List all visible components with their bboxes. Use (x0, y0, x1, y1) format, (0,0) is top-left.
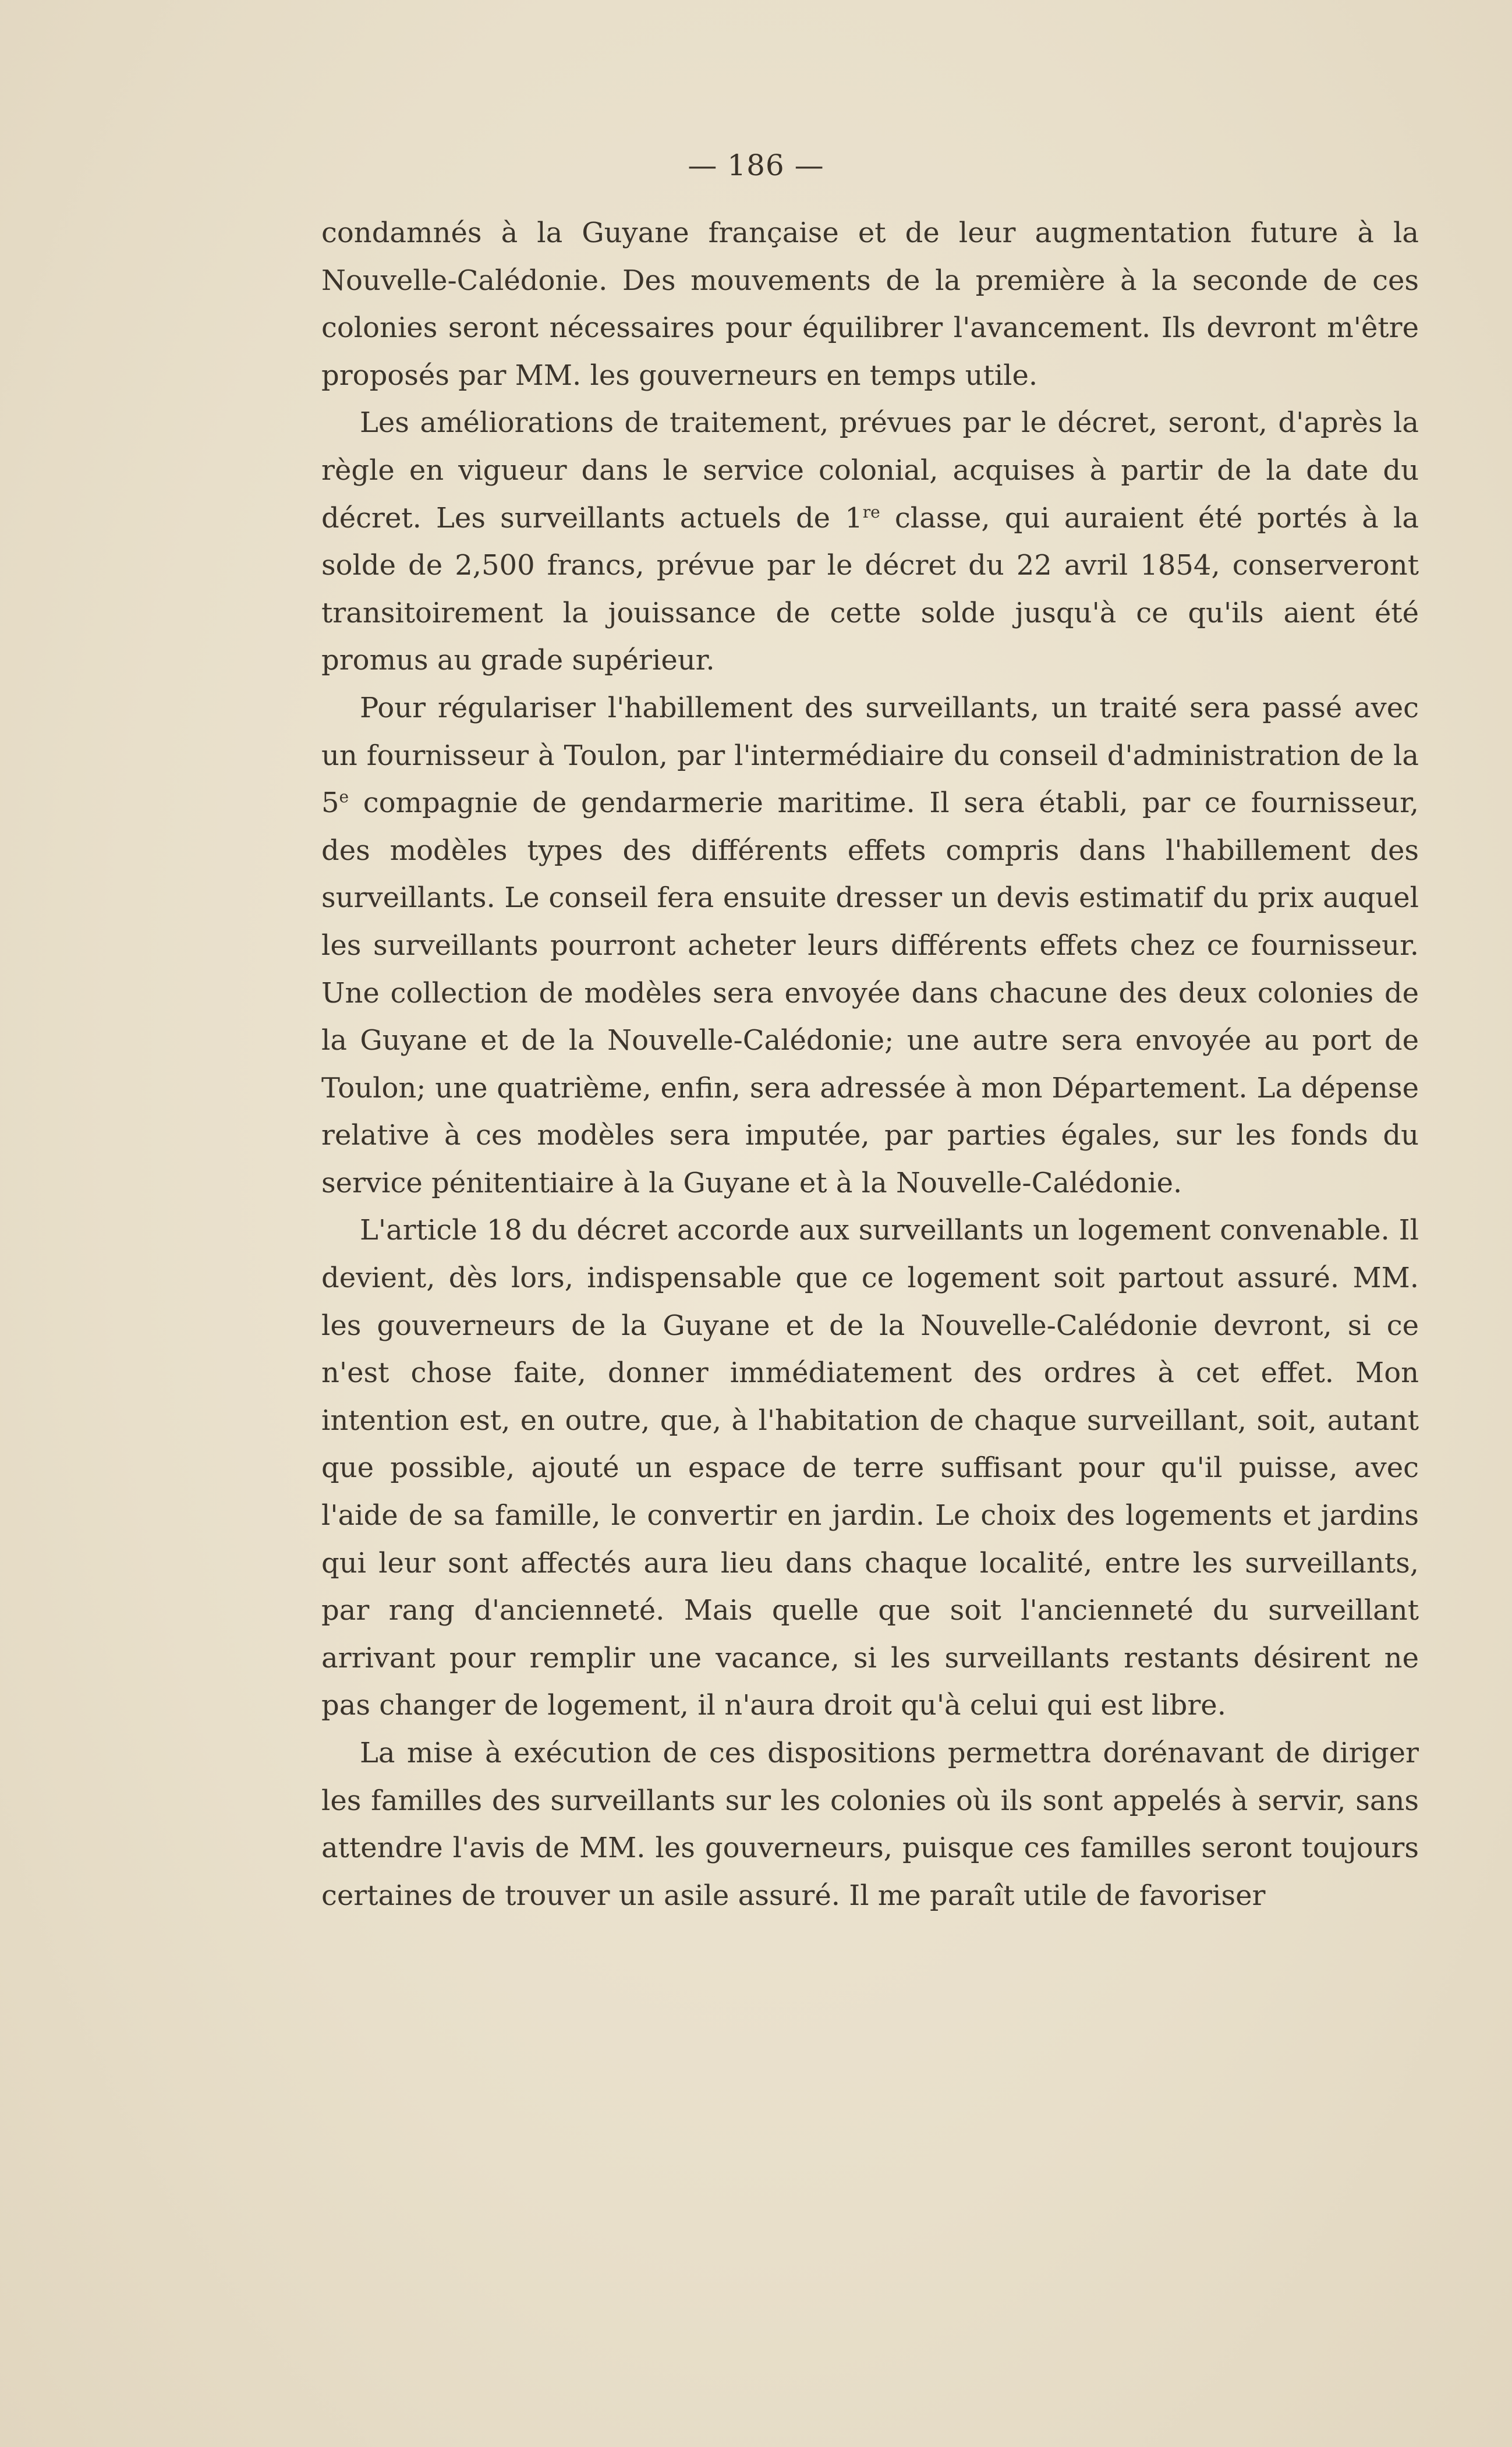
paragraph-2-part-1: Les améliorations de traitement, prévues par le décret, seront, d'après la règle en vigueur dans le service colonial, acquises à partir de la date du décret. Les surveillants actuels de 1 (321, 406, 1419, 534)
paragraph-3-part-1: Pour régulariser l'habillement des surveillants, un traité sera passé avec un fournisseur à Toulon, par l'intermédiaire du conseil d'administration de la 5 (321, 691, 1419, 820)
superscript-re: re (862, 502, 880, 522)
paragraph-4: L'article 18 du décret accorde aux surveillants un logement convenable. Il devient, dès lors, indispensable que ce logement soit partout assuré. MM. les gouverneurs de la Guyane et de la Nouvelle-Calédonie devront, si ce n'est chose faite, donner immédiatement des ordres à cet effet. Mon intention est, en outre, que, à l'habitation de chaque surveillant, soit, autant que possible, ajouté un espace de terre suffisant pour qu'il puisse, avec l'aide de sa famille, le convertir en jardin. Le choix des logements et jardins qui leur sont affectés aura lieu dans chaque localité, entre les surveillants, par rang d'ancienneté. Mais quelle que soit l'ancienneté du surveillant arrivant pour remplir une vacance, si les surveillants restants désirent ne pas changer de logement, il n'aura droit qu'à celui qui est libre. (321, 1214, 1419, 1722)
paragraph-3 (321, 685, 1419, 1207)
paragraph-2-part-2: classe, qui auraient été portés à la solde de 2,500 francs, prévue par le décret du 22 avril 1854, conserveront transitoirement la jouissance de cette solde jusqu'à ce qu'ils aient été promus au grade supérieur. (321, 501, 1419, 677)
superscript-e: e (339, 787, 349, 807)
paragraph-3-part-2: compagnie de gendarmerie maritime. Il sera établi, par ce fournisseur, des modèles types des différents effets compris dans l'habillement des surveillants. Le conseil fera ensuite dresser un devis estimatif du prix auquel les surveillants pourront acheter leurs différents effets chez ce fournisseur. Une collection de modèles sera envoyée dans chacune des deux colonies de la Guyane et de la Nouvelle-Calédonie; une autre sera envoyée au port de Toulon; une quatrième, enfin, sera adressée à mon Département. La dépense relative à ces modèles sera imputée, par parties égales, sur les fonds du service pénitentiaire à la Guyane et à la Nouvelle-Calédonie. (321, 787, 1419, 1199)
paragraph-2 (321, 399, 1419, 685)
paragraph-1: condamnés à la Guyane française et de leur augmentation future à la Nouvelle-Calédonie. Des mouvements de la première à la seconde de ces colonies seront nécessaires pour équilibrer l'avancement. Ils devront m'être proposés par MM. les gouverneurs en temps utile. (321, 217, 1419, 392)
page-number: — 186 — (688, 148, 824, 182)
body-text (321, 210, 1419, 1920)
paragraph-5: La mise à exécution de ces dispositions permettra dorénavant de diriger les familles des surveillants sur les colonies où ils sont appelés à servir, sans attendre l'avis de MM. les gouverneurs, puisque ces familles seront toujours certaines de trouver un asile assuré. Il me paraît utile de favoriser (321, 1737, 1419, 1912)
